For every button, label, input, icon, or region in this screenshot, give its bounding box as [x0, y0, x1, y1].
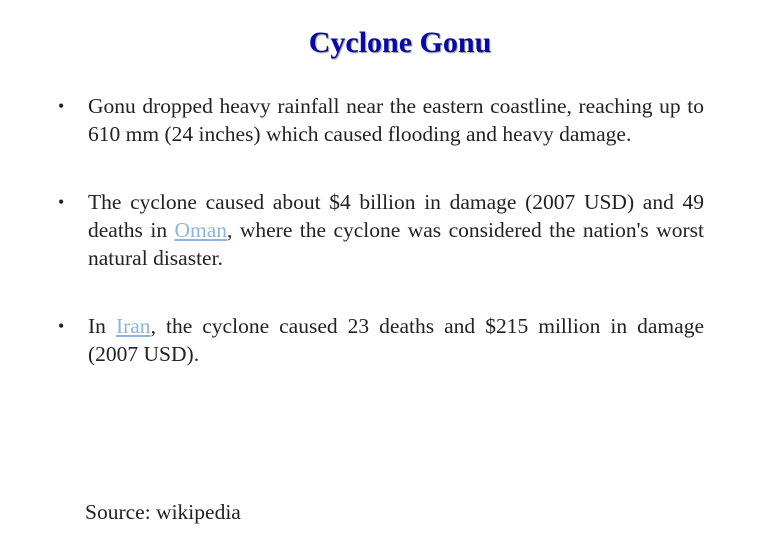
bullet-text: , where the cyclone was considered the nation's worst natural disaster.: [88, 218, 704, 270]
source-note: Source: wikipedia: [85, 500, 241, 524]
bullet-rainfall: [58, 92, 704, 148]
bullet-iran-damage: [58, 312, 704, 368]
slide-title: Cyclone Gonu: [308, 26, 492, 59]
bullet-marker: •: [58, 316, 65, 336]
bullet-text: The cyclone caused about $4 billion in damage (2007 USD) and 49 deaths in: [88, 190, 704, 242]
bullet-text: , the cyclone caused 23 deaths and $215 million in damage (2007 USD).: [88, 314, 704, 366]
bullet-list: [58, 92, 704, 368]
oman-link[interactable]: Oman: [174, 218, 228, 242]
bullet-marker: •: [58, 192, 65, 212]
iran-link[interactable]: Iran: [115, 314, 151, 338]
bullet-text: In: [88, 314, 116, 338]
bullet-oman-damage: [58, 188, 704, 272]
bullet-marker: •: [58, 96, 65, 116]
bullet-text: Gonu dropped heavy rainfall near the eastern coastline, reaching up to 610 mm (24 inches) which caused flooding and heavy damage.: [88, 94, 704, 146]
